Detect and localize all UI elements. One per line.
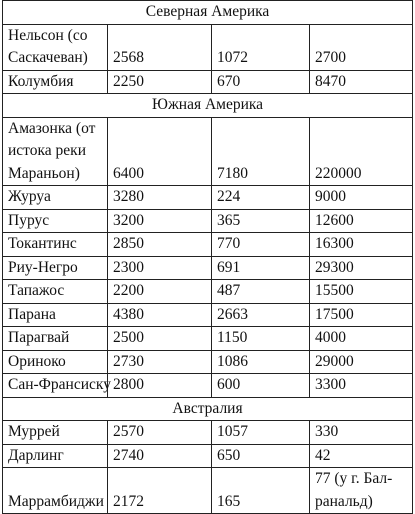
river-name-line: истока реки bbox=[8, 142, 86, 159]
value-cell-2: 165 bbox=[212, 468, 310, 514]
value-line: ранальд) bbox=[315, 492, 373, 510]
table-row bbox=[3, 24, 413, 70]
value-line: 2700 bbox=[315, 49, 346, 66]
table-row bbox=[3, 233, 413, 257]
table-row bbox=[3, 421, 413, 445]
table-row bbox=[3, 117, 413, 186]
value-cell-1: 3280 bbox=[108, 186, 212, 210]
river-name-line: Ориноко bbox=[8, 352, 66, 370]
value-cell-3 bbox=[310, 256, 413, 280]
river-name-line: Парана bbox=[8, 305, 56, 323]
value-cell-1: 2568 bbox=[108, 24, 212, 70]
rivers-table-body bbox=[3, 1, 413, 514]
value-cell-1: 6400 bbox=[108, 117, 212, 186]
river-name-cell bbox=[3, 468, 108, 514]
river-name-cell bbox=[3, 303, 108, 327]
value-cell-2: 1072 bbox=[212, 24, 310, 70]
value-line: 77 (у г. Бал- bbox=[315, 470, 393, 487]
value-cell-1: 2850 bbox=[108, 233, 212, 257]
table-row bbox=[3, 256, 413, 280]
table-row bbox=[3, 303, 413, 327]
section-header-row bbox=[3, 397, 413, 421]
value-cell-3 bbox=[310, 280, 413, 304]
river-name-cell bbox=[3, 117, 108, 186]
section-title: Южная Америка bbox=[3, 94, 413, 118]
river-name-line: Журуа bbox=[8, 188, 51, 205]
value-cell-2: 1057 bbox=[212, 421, 310, 445]
value-cell-3 bbox=[310, 233, 413, 257]
river-name-cell bbox=[3, 256, 108, 280]
river-name-line: Мараньон) bbox=[8, 164, 80, 182]
value-cell-3 bbox=[310, 327, 413, 351]
rivers-table bbox=[2, 0, 413, 514]
value-cell-2: 487 bbox=[212, 280, 310, 304]
value-line: 15500 bbox=[315, 282, 354, 299]
value-cell-2: 7180 bbox=[212, 117, 310, 186]
table-row bbox=[3, 350, 413, 374]
river-name-cell bbox=[3, 24, 108, 70]
value-line: 9000 bbox=[315, 188, 346, 205]
value-cell-3 bbox=[310, 117, 413, 186]
value-cell-2: 2663 bbox=[212, 303, 310, 327]
table-row bbox=[3, 444, 413, 468]
value-cell-2: 600 bbox=[212, 374, 310, 398]
value-line: 16300 bbox=[315, 235, 354, 252]
section-header-row bbox=[3, 1, 413, 25]
value-line: 42 bbox=[315, 446, 331, 464]
river-name-line: Дарлинг bbox=[8, 446, 64, 464]
river-name-cell bbox=[3, 209, 108, 233]
value-line: 330 bbox=[315, 423, 339, 440]
value-cell-2: 1150 bbox=[212, 327, 310, 351]
value-line: 8470 bbox=[315, 72, 346, 90]
value-line: 220000 bbox=[315, 164, 362, 182]
table-row bbox=[3, 209, 413, 233]
value-cell-1: 4380 bbox=[108, 303, 212, 327]
river-name-line: Колумбия bbox=[8, 72, 74, 90]
table-row bbox=[3, 468, 413, 514]
section-header-row bbox=[3, 94, 413, 118]
river-name-cell bbox=[3, 280, 108, 304]
value-cell-1: 2300 bbox=[108, 256, 212, 280]
value-cell-2: 691 bbox=[212, 256, 310, 280]
river-name-cell bbox=[3, 327, 108, 351]
table-row bbox=[3, 70, 413, 94]
river-name-line: Саскачеван) bbox=[8, 49, 88, 66]
table-row bbox=[3, 374, 413, 398]
river-name-line: Тапажос bbox=[8, 282, 65, 299]
river-name-line: Сан-Франсиску bbox=[8, 376, 111, 393]
value-cell-2: 365 bbox=[212, 209, 310, 233]
value-cell-1: 2570 bbox=[108, 421, 212, 445]
value-cell-3 bbox=[310, 70, 413, 94]
river-name-cell bbox=[3, 70, 108, 94]
river-name-cell bbox=[3, 421, 108, 445]
river-name-line: Маррамбиджи bbox=[8, 492, 104, 510]
value-cell-1: 2250 bbox=[108, 70, 212, 94]
river-name-cell bbox=[3, 444, 108, 468]
value-line: 29300 bbox=[315, 258, 354, 276]
river-name-line: Токантинс bbox=[8, 235, 77, 252]
value-cell-3 bbox=[310, 350, 413, 374]
table-row bbox=[3, 186, 413, 210]
value-line: 17500 bbox=[315, 305, 354, 323]
value-line: 4000 bbox=[315, 329, 346, 346]
value-cell-2: 770 bbox=[212, 233, 310, 257]
river-name-line: Пурус bbox=[8, 211, 50, 229]
value-cell-3 bbox=[310, 24, 413, 70]
value-cell-2: 224 bbox=[212, 186, 310, 210]
table-row bbox=[3, 280, 413, 304]
section-title: Северная Америка bbox=[3, 1, 413, 25]
river-name-line: Парагвай bbox=[8, 329, 70, 346]
river-name-cell bbox=[3, 374, 111, 398]
value-cell-2: 670 bbox=[212, 70, 310, 94]
value-line: 29000 bbox=[315, 352, 354, 370]
value-cell-1: 2800 bbox=[108, 374, 212, 398]
river-name-cell bbox=[3, 186, 108, 210]
value-cell-1: 2740 bbox=[108, 444, 212, 468]
value-cell-1: 2200 bbox=[108, 280, 212, 304]
value-cell-3 bbox=[310, 444, 413, 468]
river-name-cell bbox=[3, 350, 108, 374]
value-cell-1: 2730 bbox=[108, 350, 212, 374]
value-cell-1: 3200 bbox=[108, 209, 212, 233]
value-cell-3 bbox=[310, 374, 413, 398]
river-name-line: Амазонка (от bbox=[8, 119, 96, 137]
value-line: 3300 bbox=[315, 376, 346, 393]
value-cell-1: 2500 bbox=[108, 327, 212, 351]
section-title: Австралия bbox=[3, 397, 413, 421]
value-line: 12600 bbox=[315, 211, 354, 229]
value-cell-3 bbox=[310, 186, 413, 210]
river-name-line: Нельсон (со bbox=[8, 26, 88, 44]
value-cell-2: 1086 bbox=[212, 350, 310, 374]
value-cell-3 bbox=[310, 209, 413, 233]
table-row bbox=[3, 327, 413, 351]
value-cell-1: 2172 bbox=[108, 468, 212, 514]
value-cell-3 bbox=[310, 303, 413, 327]
value-cell-2: 650 bbox=[212, 444, 310, 468]
river-name-line: Муррей bbox=[8, 423, 60, 440]
value-cell-3 bbox=[310, 421, 413, 445]
value-cell-3 bbox=[310, 468, 413, 514]
river-name-cell bbox=[3, 233, 108, 257]
river-name-line: Риу-Негро bbox=[8, 258, 78, 276]
